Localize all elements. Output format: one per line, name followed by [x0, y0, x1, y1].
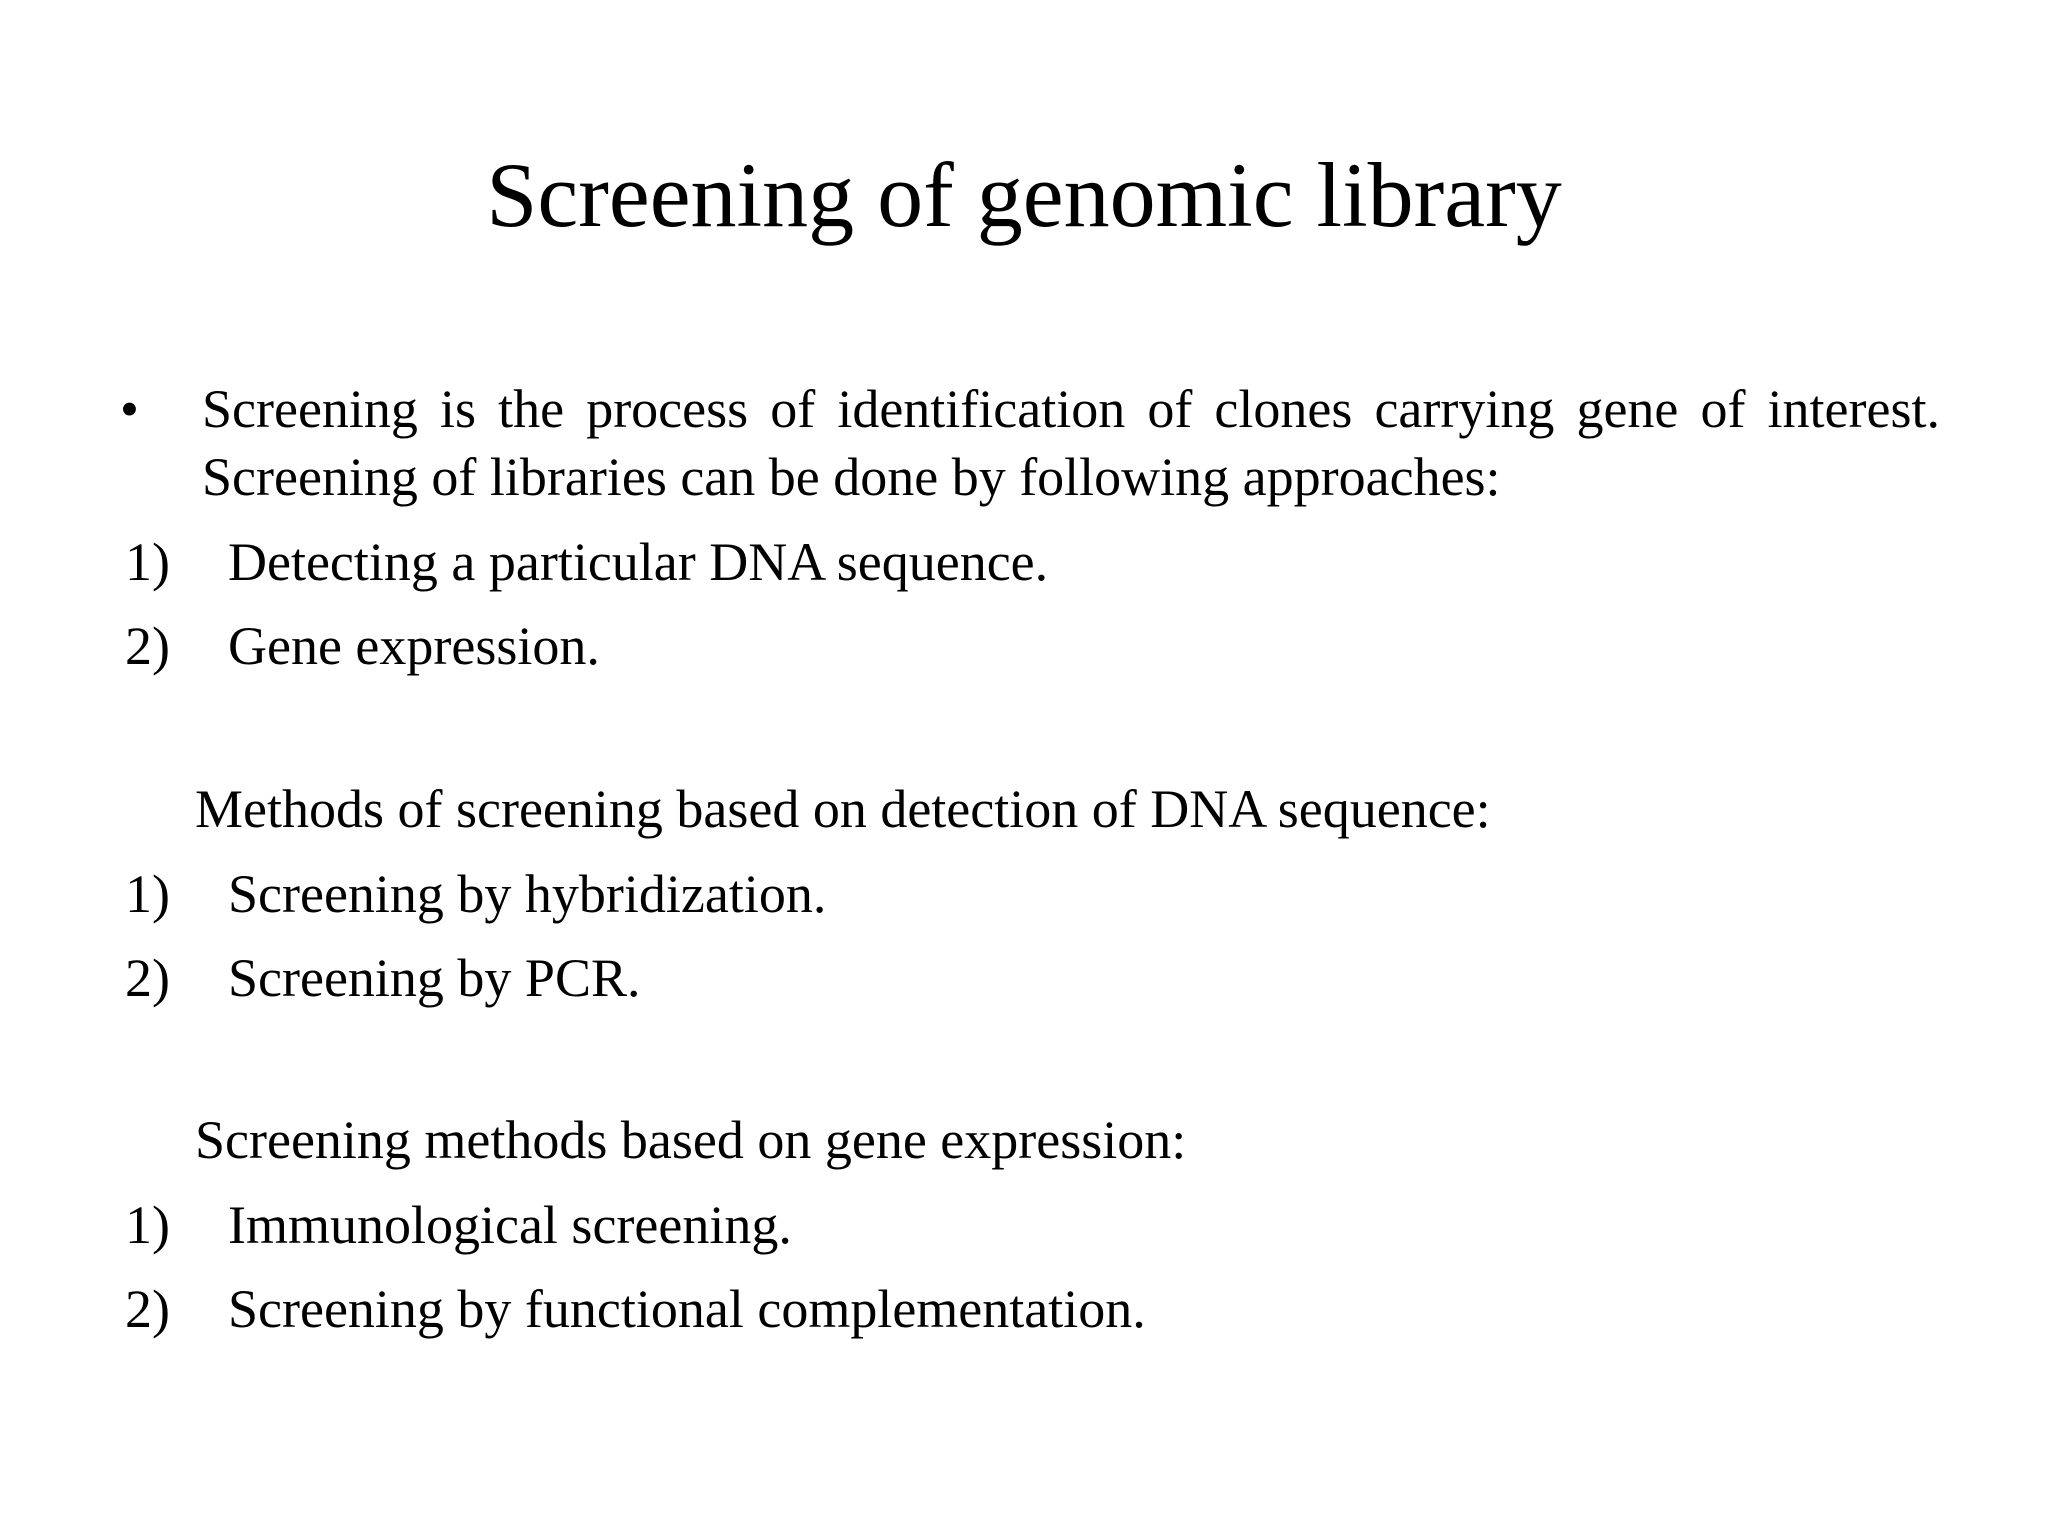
- item-text: Detecting a particular DNA sequence.: [228, 532, 1049, 592]
- bullet-marker: •: [120, 379, 139, 439]
- approach-item-1: [125, 528, 1925, 596]
- expression-method-item-2: [125, 1275, 1925, 1343]
- item-number: 2): [125, 948, 170, 1008]
- intro-bullet: [120, 375, 1940, 511]
- intro-bullet-text: Screening is the process of identification of clones carrying gene of interest. Screening of libraries can be done by following approaches:: [202, 379, 1940, 507]
- expression-section-heading: Screening methods based on gene expression:: [195, 1110, 1187, 1170]
- item-number: 1): [125, 864, 170, 924]
- item-text: Immunological screening.: [228, 1195, 792, 1255]
- approach-item-2: [125, 612, 1925, 680]
- expression-method-item-1: [125, 1191, 1925, 1259]
- item-text: Screening by hybridization.: [228, 864, 827, 924]
- slide-title: Screening of genomic library: [486, 144, 1562, 246]
- item-text: Gene expression.: [228, 616, 600, 676]
- dna-method-item-2: [125, 944, 1925, 1012]
- item-number: 2): [125, 1279, 170, 1339]
- dna-section-heading: Methods of screening based on detection of DNA sequence:: [195, 779, 1491, 839]
- item-number: 1): [125, 532, 170, 592]
- item-text: Screening by PCR.: [228, 948, 641, 1008]
- item-number: 1): [125, 1195, 170, 1255]
- item-text: Screening by functional complementation.: [228, 1279, 1146, 1339]
- item-number: 2): [125, 616, 170, 676]
- dna-method-item-1: [125, 860, 1925, 928]
